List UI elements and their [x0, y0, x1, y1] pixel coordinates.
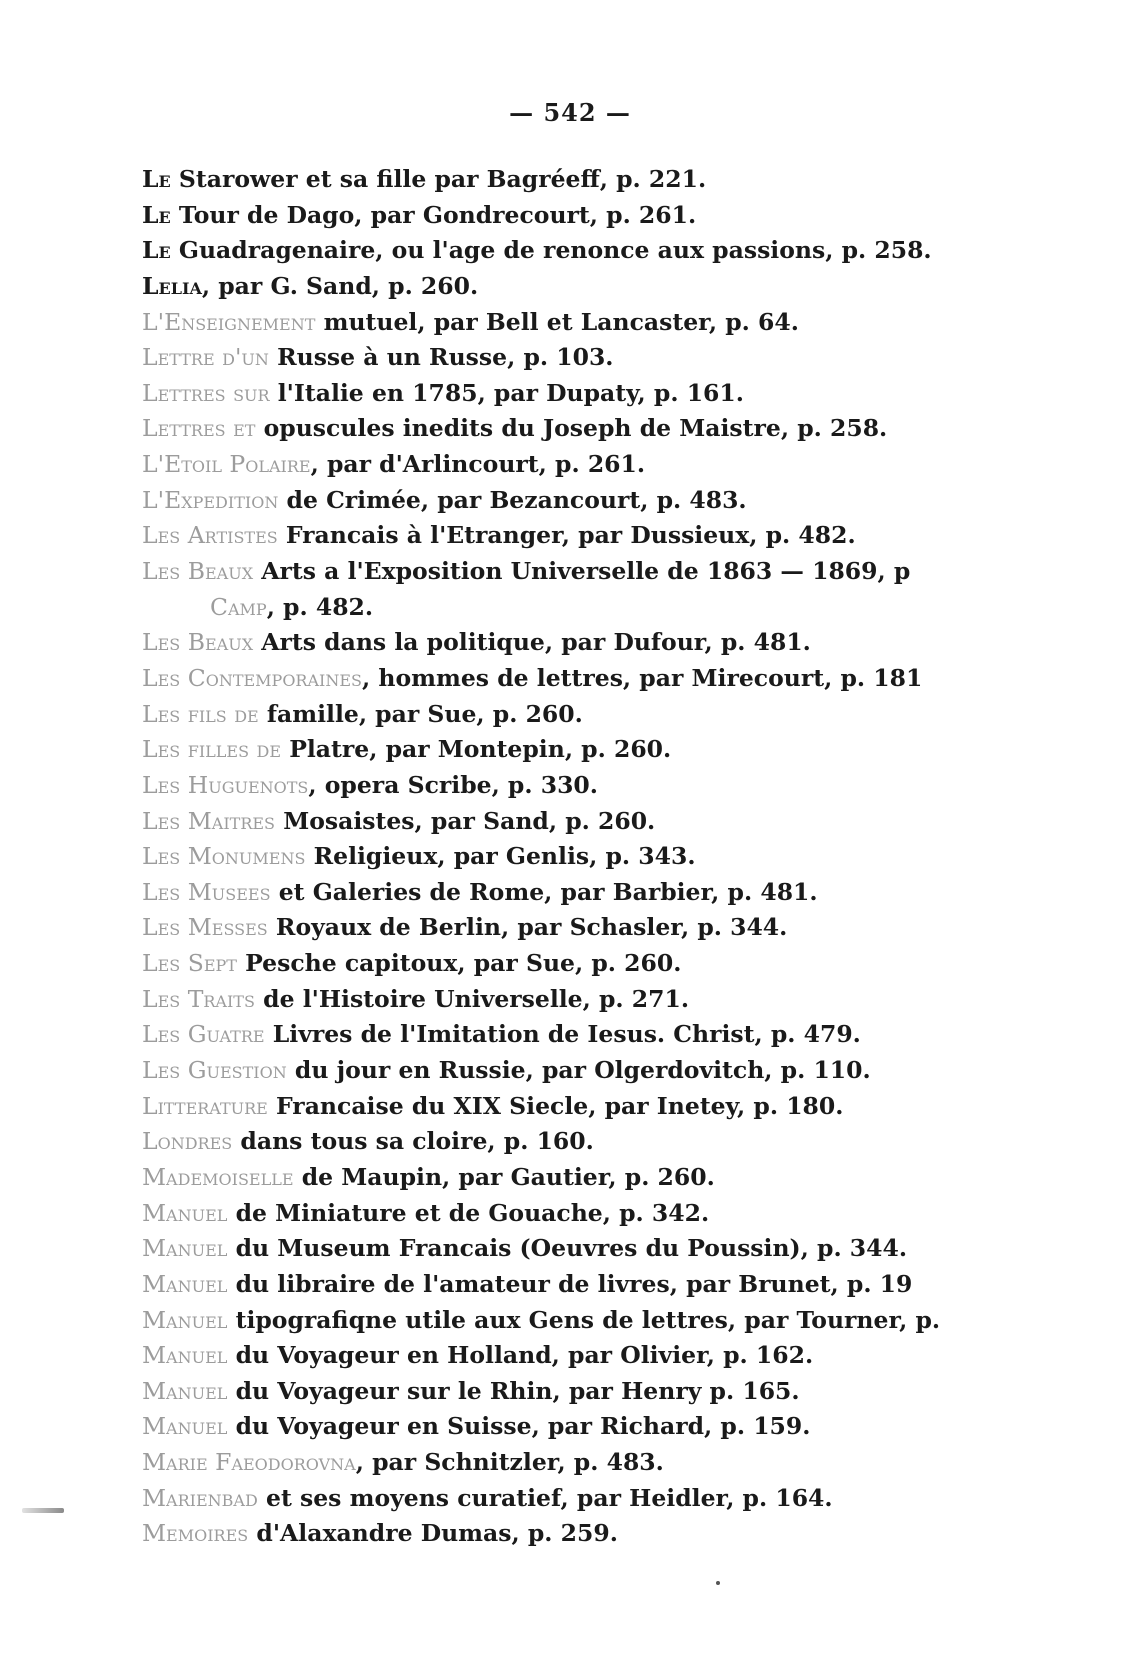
entry-text: Starower et sa fille par Bagréeff, p. 221. — [170, 165, 707, 193]
index-entry — [142, 518, 952, 554]
entry-lead-word: Les Musees — [142, 877, 271, 906]
index-entry — [142, 1124, 952, 1160]
entry-lead-word: Manuel — [142, 1412, 228, 1441]
index-entry — [142, 554, 952, 590]
entry-lead-word: Manuel — [142, 1376, 228, 1405]
entry-text: Francais à l'Etranger, par Dussieux, p. 482. — [277, 521, 856, 550]
entry-text: d'Alaxandre Dumas, p. 259. — [248, 1519, 618, 1548]
entry-lead-word: Lettres sur — [142, 378, 270, 407]
entry-text: Pesche capitoux, par Sue, p. 260. — [236, 949, 682, 978]
index-entry — [142, 1303, 952, 1339]
entry-text: du Voyageur en Suisse, par Richard, p. 159. — [227, 1412, 811, 1441]
entry-lead-word: Londres — [142, 1127, 233, 1156]
index-entry — [142, 590, 952, 626]
entry-lead-word: L'Expedition — [142, 485, 279, 514]
entry-lead-word: Lelia — [142, 271, 202, 300]
entry-lead-word: Le — [142, 200, 171, 229]
entry-lead-word: Memoires — [142, 1519, 249, 1548]
entry-lead-word: Lettres et — [142, 414, 256, 443]
index-entry — [142, 1445, 952, 1481]
entry-lead-word: L'Enseignement — [142, 307, 316, 336]
index-entry — [142, 839, 952, 875]
entry-text: , p. 482. — [266, 592, 374, 621]
entry-text: de Maupin, par Gautier, p. 260. — [293, 1162, 715, 1191]
entry-text: du libraire de l'amateur de livres, par Brunet, p. 19 — [227, 1269, 913, 1298]
index-entry — [142, 376, 952, 412]
entry-lead-word: Les Artistes — [142, 521, 278, 550]
index-entry — [142, 1160, 952, 1196]
entry-lead-word: Lettre d'un — [142, 343, 269, 372]
entry-text: Religieux, par Genlis, p. 343. — [305, 842, 696, 871]
index-entry — [142, 1374, 952, 1410]
entry-text: famille, par Sue, p. 260. — [258, 699, 583, 728]
entry-text: de Miniature et de Gouache, p. 342. — [227, 1198, 710, 1227]
entry-text: Mosaistes, par Sand, p. 260. — [275, 806, 656, 835]
index-entry — [142, 1089, 952, 1125]
index-entry — [142, 661, 952, 697]
entry-text: opuscules inedits du Joseph de Maistre, p. 258. — [255, 414, 888, 443]
entry-text: Francaise du XIX Siecle, par Inetey, p. 180. — [267, 1091, 844, 1120]
entry-text: et Galeries de Rome, par Barbier, p. 481. — [270, 877, 818, 906]
entry-lead-word: Camp — [210, 592, 267, 621]
footer-dot — [716, 1581, 720, 1585]
entry-text: mutuel, par Bell et Lancaster, p. 64. — [315, 307, 799, 336]
entry-lead-word: Manuel — [142, 1269, 228, 1298]
entry-text: Arts a l'Exposition Universelle de 1863 — 1869, p — [253, 557, 911, 586]
index-entry — [142, 804, 952, 840]
index-entry — [142, 697, 952, 733]
entry-text: , par d'Arlincourt, p. 261. — [310, 450, 646, 479]
margin-smudge — [22, 1508, 64, 1513]
entry-lead-word: Manuel — [142, 1234, 228, 1263]
entry-lead-word: Les Contemporaines — [142, 663, 362, 692]
index-entry — [142, 1017, 952, 1053]
index-entry — [142, 233, 952, 269]
entry-lead-word: Les Messes — [142, 913, 268, 942]
entry-text: de l'Histoire Universelle, p. 271. — [254, 984, 690, 1013]
entry-lead-word: Manuel — [142, 1305, 228, 1334]
entry-text: Livres de l'Imitation de Iesus. Christ, p. 479. — [264, 1020, 861, 1049]
index-entry — [142, 910, 952, 946]
entry-text: , par Schnitzler, p. 483. — [355, 1448, 664, 1477]
index-entry — [142, 1196, 952, 1232]
index-entry — [142, 625, 952, 661]
entry-text: Guadragenaire, ou l'age de renonce aux passions, p. 258. — [170, 236, 932, 265]
entry-lead-word: Les filles de — [142, 735, 282, 764]
index-entry — [142, 305, 952, 341]
entry-text: Tour de Dago, par Gondrecourt, p. 261. — [170, 200, 697, 229]
entry-lead-word: Manuel — [142, 1341, 228, 1370]
entry-lead-word: Les Huguenots — [142, 770, 309, 799]
index-entry — [142, 1516, 952, 1552]
entry-lead-word: Marie Faeodorovna — [142, 1448, 356, 1477]
index-entry — [142, 1409, 952, 1445]
entry-text: Arts dans la politique, par Dufour, p. 481. — [253, 628, 811, 657]
index-entry — [142, 768, 952, 804]
index-entry — [142, 1053, 952, 1089]
entry-text: , hommes de lettres, par Mirecourt, p. 181 — [362, 663, 923, 692]
index-entry — [142, 1338, 952, 1374]
entry-lead-word: Mademoiselle — [142, 1162, 294, 1191]
entry-lead-word: Le — [142, 236, 171, 265]
entry-lead-word: Les Monumens — [142, 842, 306, 871]
entry-lead-word: Les Beaux — [142, 557, 254, 586]
index-entry — [142, 269, 952, 305]
entry-lead-word: Les Beaux — [142, 628, 254, 657]
entry-lead-word: Les Guatre — [142, 1020, 265, 1049]
entry-text: du Museum Francais (Oeuvres du Poussin), p. 344. — [227, 1234, 908, 1263]
entry-lead-word: Litterature — [142, 1091, 268, 1120]
index-entry — [142, 732, 952, 768]
entry-text: dans tous sa cloire, p. 160. — [232, 1127, 594, 1156]
entry-lead-word: Le — [142, 165, 171, 193]
entry-text: de Crimée, par Bezancourt, p. 483. — [278, 485, 747, 514]
entry-lead-word: Manuel — [142, 1198, 228, 1227]
entry-text: du Voyageur en Holland, par Olivier, p. 162. — [227, 1341, 814, 1370]
index-entry — [142, 198, 952, 234]
entry-lead-word: Les Maitres — [142, 806, 276, 835]
index-entry — [142, 1231, 952, 1267]
entry-text: , opera Scribe, p. 330. — [308, 770, 598, 799]
entry-lead-word: Les Guestion — [142, 1056, 287, 1085]
index-entry — [142, 411, 952, 447]
entry-text: Platre, par Montepin, p. 260. — [281, 735, 672, 764]
entry-lead-word: Les fils de — [142, 699, 259, 728]
index-entry — [142, 447, 952, 483]
entry-lead-word: Marienbad — [142, 1483, 258, 1512]
index-entry — [142, 162, 952, 198]
index-entry — [142, 483, 952, 519]
entry-lead-word: Les Traits — [142, 984, 255, 1013]
entry-text: du jour en Russie, par Olgerdovitch, p. 110. — [286, 1056, 871, 1085]
page-number: — 542 — — [509, 98, 631, 127]
index-entry — [142, 1267, 952, 1303]
index-list — [142, 162, 952, 1552]
index-entry — [142, 875, 952, 911]
index-entry — [142, 340, 952, 376]
index-entry — [142, 1481, 952, 1517]
entry-text: et ses moyens curatief, par Heidler, p. 164. — [257, 1483, 833, 1512]
index-entry — [142, 982, 952, 1018]
entry-text: l'Italie en 1785, par Dupaty, p. 161. — [269, 378, 744, 407]
entry-lead-word: L'Etoil Polaire — [142, 450, 311, 479]
entry-text: tipografiqne utile aux Gens de lettres, par Tourner, p. — [227, 1305, 941, 1334]
entry-text: , par G. Sand, p. 260. — [201, 271, 479, 300]
entry-text: Russe à un Russe, p. 103. — [268, 343, 614, 372]
entry-text: Royaux de Berlin, par Schasler, p. 344. — [267, 913, 788, 942]
entry-text: du Voyageur sur le Rhin, par Henry p. 165. — [227, 1376, 800, 1405]
entry-lead-word: Les Sept — [142, 949, 237, 978]
index-entry — [142, 946, 952, 982]
